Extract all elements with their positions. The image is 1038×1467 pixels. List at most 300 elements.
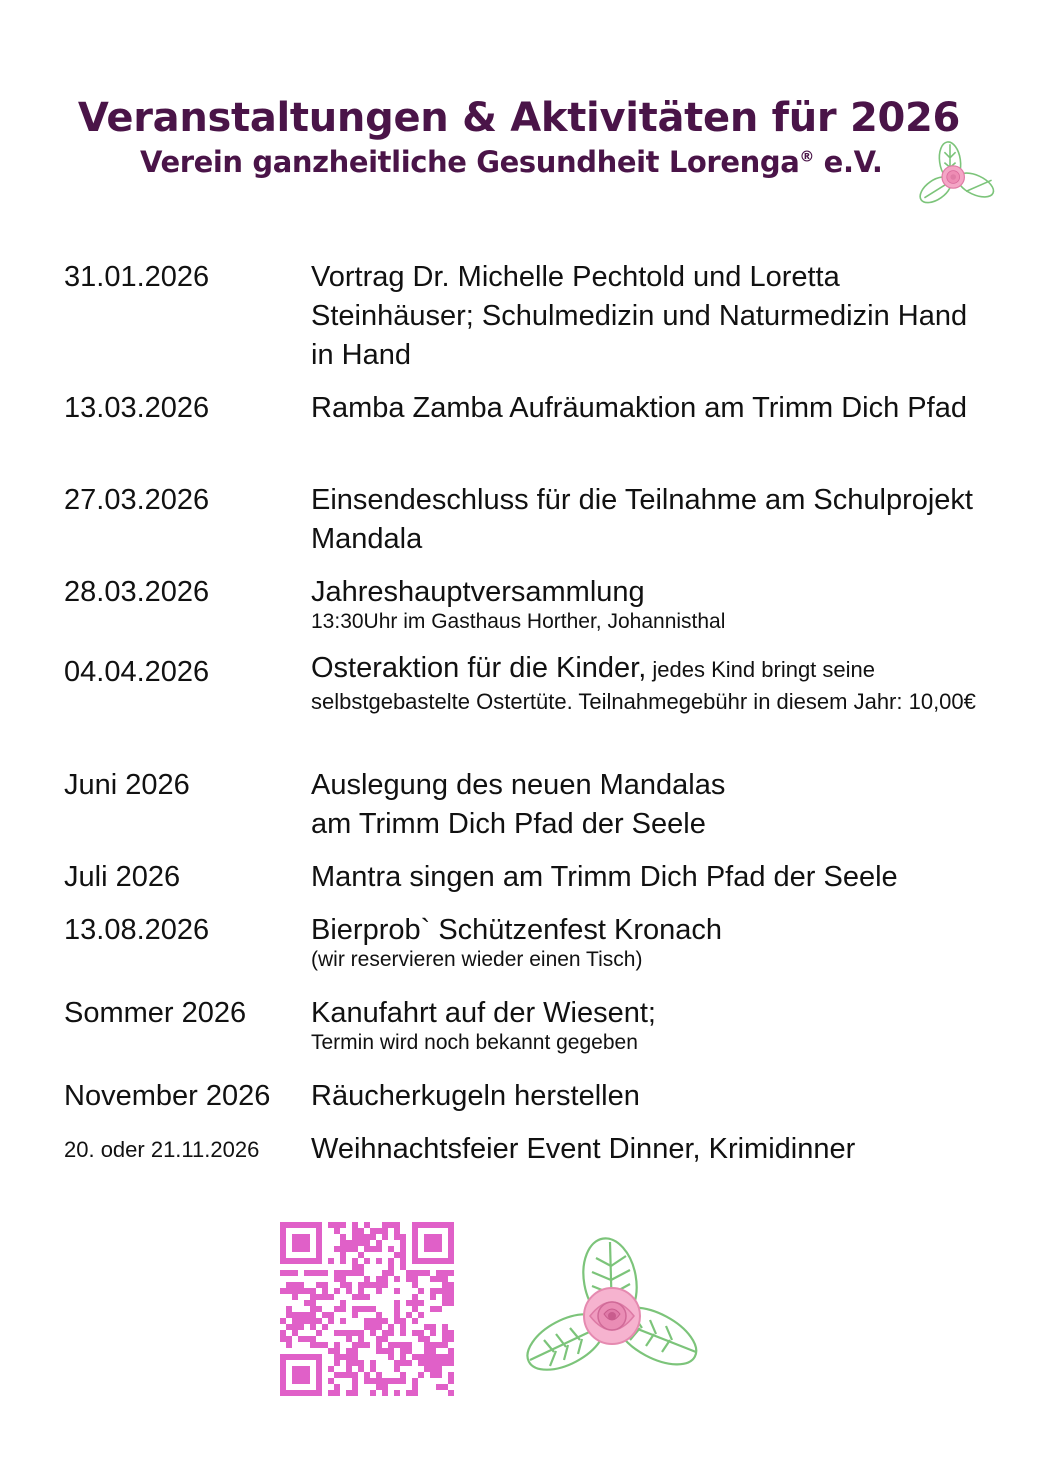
qr-module [358, 1282, 364, 1288]
qr-module [448, 1222, 454, 1228]
qr-module [448, 1270, 454, 1276]
qr-module [376, 1384, 382, 1390]
event-row [64, 1077, 984, 1130]
qr-module [364, 1282, 370, 1288]
qr-module [394, 1306, 400, 1312]
qr-module [394, 1342, 400, 1348]
qr-module [334, 1288, 340, 1294]
qr-module [340, 1306, 346, 1312]
qr-module [292, 1372, 298, 1378]
qr-module [394, 1360, 400, 1366]
qr-module [328, 1318, 334, 1324]
qr-module [298, 1234, 304, 1240]
qr-module [442, 1300, 448, 1306]
event-description: Ramba Zamba Aufräumaktion am Trimm Dich Pfad [311, 392, 967, 424]
qr-module [322, 1312, 328, 1318]
qr-module [334, 1384, 340, 1390]
qr-module [448, 1390, 454, 1396]
qr-module [358, 1294, 364, 1300]
qr-module [418, 1300, 424, 1306]
qr-module [412, 1318, 418, 1324]
qr-module [412, 1246, 418, 1252]
qr-module [298, 1258, 304, 1264]
qr-module [376, 1276, 382, 1282]
qr-module [310, 1342, 316, 1348]
qr-module [406, 1360, 412, 1366]
qr-module [442, 1282, 448, 1288]
qr-module [292, 1378, 298, 1384]
qr-module [418, 1336, 424, 1342]
qr-module [292, 1234, 298, 1240]
qr-module [352, 1384, 358, 1390]
qr-module [382, 1348, 388, 1354]
qr-module [340, 1300, 346, 1306]
qr-module [346, 1246, 352, 1252]
qr-module [316, 1306, 322, 1312]
qr-module [358, 1306, 364, 1312]
qr-module [316, 1372, 322, 1378]
qr-module [400, 1330, 406, 1336]
qr-module [418, 1270, 424, 1276]
qr-module [382, 1384, 388, 1390]
qr-module [286, 1312, 292, 1318]
qr-module [316, 1228, 322, 1234]
qr-module [370, 1306, 376, 1312]
event-date: Juni 2026 [64, 769, 190, 801]
qr-module [304, 1312, 310, 1318]
qr-module [400, 1378, 406, 1384]
qr-module [322, 1342, 328, 1348]
qr-module [424, 1258, 430, 1264]
qr-module [394, 1318, 400, 1324]
qr-module [298, 1324, 304, 1330]
qr-module [292, 1282, 298, 1288]
qr-module [280, 1234, 286, 1240]
qr-module [310, 1336, 316, 1342]
qr-module [394, 1312, 400, 1318]
qr-module [340, 1372, 346, 1378]
page-subtitle [140, 145, 883, 179]
qr-module [430, 1288, 436, 1294]
qr-module [448, 1258, 454, 1264]
qr-module [358, 1360, 364, 1366]
qr-module [334, 1306, 340, 1312]
qr-module [340, 1318, 346, 1324]
qr-module [352, 1222, 358, 1228]
qr-module [400, 1258, 406, 1264]
qr-module [286, 1342, 292, 1348]
qr-module [424, 1270, 430, 1276]
qr-module [358, 1366, 364, 1372]
qr-module [304, 1246, 310, 1252]
qr-module [298, 1354, 304, 1360]
qr-module [448, 1330, 454, 1336]
qr-module [280, 1336, 286, 1342]
qr-module [430, 1354, 436, 1360]
qr-module [304, 1336, 310, 1342]
qr-module [442, 1360, 448, 1366]
qr-module [442, 1270, 448, 1276]
qr-module [388, 1354, 394, 1360]
qr-module [382, 1390, 388, 1396]
qr-module [334, 1372, 340, 1378]
qr-module [280, 1246, 286, 1252]
qr-module [340, 1270, 346, 1276]
qr-module [430, 1306, 436, 1312]
event-description: Bierprob` Schützenfest Kronach [311, 914, 723, 946]
qr-module [400, 1372, 406, 1378]
qr-module [334, 1360, 340, 1366]
qr-module [448, 1348, 454, 1354]
qr-module [298, 1246, 304, 1252]
qr-module [340, 1240, 346, 1246]
qr-module [346, 1390, 352, 1396]
qr-module [364, 1306, 370, 1312]
qr-module [418, 1354, 424, 1360]
qr-module [448, 1360, 454, 1366]
qr-module [328, 1294, 334, 1300]
event-description-block [311, 573, 984, 637]
qr-module [304, 1390, 310, 1396]
qr-module [358, 1252, 364, 1258]
event-description-block [311, 911, 984, 975]
qr-module [334, 1390, 340, 1396]
qr-module [316, 1318, 322, 1324]
qr-module [430, 1240, 436, 1246]
qr-module [352, 1312, 358, 1318]
qr-module [442, 1384, 448, 1390]
qr-module [376, 1240, 382, 1246]
qr-module [364, 1246, 370, 1252]
qr-module [406, 1276, 412, 1282]
qr-module [292, 1222, 298, 1228]
qr-module [352, 1294, 358, 1300]
qr-module [394, 1390, 400, 1396]
event-description-block [311, 994, 984, 1058]
qr-module [412, 1222, 418, 1228]
event-date: 13.08.2026 [64, 914, 210, 946]
qr-module [448, 1246, 454, 1252]
qr-module [280, 1384, 286, 1390]
qr-module [340, 1222, 346, 1228]
qr-module [436, 1258, 442, 1264]
qr-module [364, 1294, 370, 1300]
qr-module [304, 1300, 310, 1306]
qr-module [298, 1240, 304, 1246]
qr-module [418, 1312, 424, 1318]
event-description-line2: am Trimm Dich Pfad der Seele [311, 808, 706, 840]
qr-module [412, 1228, 418, 1234]
qr-module [304, 1288, 310, 1294]
event-date: 04.04.2026 [64, 656, 210, 688]
qr-module [436, 1246, 442, 1252]
qr-module [358, 1234, 364, 1240]
qr-module [412, 1306, 418, 1312]
qr-module [292, 1258, 298, 1264]
qr-module [346, 1270, 352, 1276]
qr-module [328, 1258, 334, 1264]
qr-module [382, 1222, 388, 1228]
qr-module [310, 1294, 316, 1300]
qr-module [286, 1336, 292, 1342]
qr-module [382, 1330, 388, 1336]
event-list [64, 258, 984, 1175]
event-note: (wir reservieren wieder einen Tisch) [311, 948, 643, 971]
qr-module [370, 1234, 376, 1240]
qr-module [418, 1360, 424, 1366]
qr-module [298, 1366, 304, 1372]
qr-module [418, 1330, 424, 1336]
qr-module [286, 1354, 292, 1360]
qr-module [448, 1282, 454, 1288]
qr-module [382, 1336, 388, 1342]
qr-module [280, 1378, 286, 1384]
qr-module [370, 1378, 376, 1384]
qr-module [292, 1270, 298, 1276]
qr-module [340, 1234, 346, 1240]
qr-module [394, 1234, 400, 1240]
qr-module [400, 1324, 406, 1330]
qr-module [358, 1336, 364, 1342]
qr-module [358, 1288, 364, 1294]
qr-module [304, 1366, 310, 1372]
qr-module [280, 1258, 286, 1264]
qr-module [334, 1348, 340, 1354]
qr-module [292, 1354, 298, 1360]
qr-module [388, 1330, 394, 1336]
qr-module [304, 1378, 310, 1384]
qr-module [448, 1300, 454, 1306]
qr-module [346, 1354, 352, 1360]
event-date: 28.03.2026 [64, 576, 210, 608]
qr-module [370, 1228, 376, 1234]
qr-module [424, 1336, 430, 1342]
qr-module [316, 1366, 322, 1372]
qr-module [436, 1360, 442, 1366]
qr-module [400, 1234, 406, 1240]
qr-module [376, 1246, 382, 1252]
registered-mark: ® [799, 147, 814, 166]
rose-logo-large-icon [526, 1236, 702, 1382]
qr-module [352, 1372, 358, 1378]
qr-module [286, 1258, 292, 1264]
event-description: Mantra singen am Trimm Dich Pfad der Seele [311, 861, 898, 893]
qr-module [280, 1330, 286, 1336]
qr-module [334, 1270, 340, 1276]
event-row [64, 653, 984, 766]
qr-module [340, 1252, 346, 1258]
qr-module [412, 1300, 418, 1306]
qr-module [412, 1384, 418, 1390]
qr-module [352, 1306, 358, 1312]
qr-module [388, 1264, 394, 1270]
qr-module [370, 1360, 376, 1366]
qr-module [280, 1270, 286, 1276]
qr-module [442, 1324, 448, 1330]
qr-module [286, 1222, 292, 1228]
qr-module [448, 1252, 454, 1258]
qr-module [358, 1240, 364, 1246]
qr-module [418, 1372, 424, 1378]
qr-module [346, 1348, 352, 1354]
qr-module [316, 1354, 322, 1360]
qr-module [394, 1276, 400, 1282]
qr-module [334, 1342, 340, 1348]
qr-module [412, 1276, 418, 1282]
rose-logo-small-icon [918, 140, 998, 214]
qr-module [352, 1330, 358, 1336]
qr-module [412, 1282, 418, 1288]
qr-module [358, 1264, 364, 1270]
qr-module [346, 1282, 352, 1288]
qr-module [430, 1234, 436, 1240]
event-date: Sommer 2026 [64, 997, 247, 1029]
qr-module [364, 1342, 370, 1348]
qr-module [442, 1354, 448, 1360]
qr-module [292, 1366, 298, 1372]
qr-module [292, 1294, 298, 1300]
qr-module [292, 1240, 298, 1246]
event-description: Jahreshauptversammlung [311, 576, 645, 608]
qr-module [352, 1378, 358, 1384]
qr-module [442, 1276, 448, 1282]
qr-module [322, 1270, 328, 1276]
qr-module [298, 1318, 304, 1324]
qr-module [412, 1258, 418, 1264]
qr-module [340, 1282, 346, 1288]
qr-module [376, 1336, 382, 1342]
qr-module [286, 1270, 292, 1276]
event-date: 31.01.2026 [64, 261, 210, 293]
event-note: 13:30Uhr im Gasthaus Horther, Johannisthal [311, 610, 726, 633]
qr-module [316, 1282, 322, 1288]
qr-module [406, 1342, 412, 1348]
qr-module [400, 1342, 406, 1348]
qr-module [376, 1378, 382, 1384]
qr-module [442, 1288, 448, 1294]
qr-module [400, 1264, 406, 1270]
event-note: Termin wird noch bekannt gegeben [311, 1031, 638, 1054]
qr-module [316, 1240, 322, 1246]
event-row [64, 573, 984, 653]
qr-module [400, 1360, 406, 1366]
qr-module [448, 1372, 454, 1378]
event-description: Weihnachtsfeier Event Dinner, Krimidinner [311, 1133, 856, 1165]
qr-module [328, 1222, 334, 1228]
event-row [64, 911, 984, 994]
qr-module [310, 1288, 316, 1294]
qr-module [436, 1234, 442, 1240]
qr-module [340, 1276, 346, 1282]
qr-module [286, 1306, 292, 1312]
qr-module [280, 1288, 286, 1294]
qr-module [352, 1360, 358, 1366]
event-row [64, 766, 984, 858]
qr-module [292, 1324, 298, 1330]
organization-name: Verein ganzheitliche Gesundheit Lorenga [140, 145, 800, 179]
qr-module [442, 1330, 448, 1336]
qr-module [418, 1258, 424, 1264]
qr-module [310, 1354, 316, 1360]
qr-module [436, 1240, 442, 1246]
qr-module [382, 1270, 388, 1276]
qr-module [376, 1324, 382, 1330]
qr-module [430, 1348, 436, 1354]
qr-module [406, 1312, 412, 1318]
qr-module [352, 1258, 358, 1264]
qr-module [364, 1276, 370, 1282]
qr-module [370, 1390, 376, 1396]
qr-module [340, 1354, 346, 1360]
qr-module [316, 1294, 322, 1300]
qr-module [412, 1252, 418, 1258]
qr-module [418, 1288, 424, 1294]
qr-module [322, 1324, 328, 1330]
qr-module [352, 1234, 358, 1240]
qr-module [304, 1270, 310, 1276]
qr-module [430, 1324, 436, 1330]
qr-module [436, 1306, 442, 1312]
qr-module [352, 1270, 358, 1276]
qr-module [280, 1354, 286, 1360]
qr-module [298, 1312, 304, 1318]
qr-module [388, 1348, 394, 1354]
qr-module [346, 1240, 352, 1246]
qr-module [304, 1234, 310, 1240]
qr-module [430, 1258, 436, 1264]
qr-module [364, 1324, 370, 1330]
qr-module [346, 1366, 352, 1372]
qr-module [394, 1228, 400, 1234]
qr-module [424, 1354, 430, 1360]
qr-module [292, 1390, 298, 1396]
qr-module [412, 1354, 418, 1360]
qr-module [388, 1378, 394, 1384]
qr-module [376, 1318, 382, 1324]
event-description: Auslegung des neuen Mandalas [311, 769, 726, 801]
qr-module [346, 1372, 352, 1378]
qr-module [358, 1330, 364, 1336]
qr-module [280, 1240, 286, 1246]
qr-module [424, 1342, 430, 1348]
qr-module [424, 1348, 430, 1354]
qr-module [304, 1258, 310, 1264]
qr-module [316, 1222, 322, 1228]
event-date: Juli 2026 [64, 861, 181, 893]
qr-module [406, 1348, 412, 1354]
qr-module [352, 1264, 358, 1270]
qr-module [298, 1378, 304, 1384]
qr-module [400, 1246, 406, 1252]
qr-module [364, 1234, 370, 1240]
qr-module [430, 1366, 436, 1372]
qr-module [280, 1222, 286, 1228]
qr-module [436, 1288, 442, 1294]
qr-module [364, 1372, 370, 1378]
qr-module [436, 1342, 442, 1348]
qr-module [316, 1390, 322, 1396]
qr-module [370, 1282, 376, 1288]
qr-module [280, 1252, 286, 1258]
qr-module [310, 1318, 316, 1324]
qr-module [316, 1384, 322, 1390]
qr-module [370, 1246, 376, 1252]
event-description: Vortrag Dr. Michelle Pechtold und Loretta Steinhäuser; Schulmedizin und Naturmedizin Hand in Hand [311, 261, 968, 371]
qr-module [304, 1354, 310, 1360]
qr-module [280, 1390, 286, 1396]
qr-module [292, 1318, 298, 1324]
qr-module [310, 1306, 316, 1312]
